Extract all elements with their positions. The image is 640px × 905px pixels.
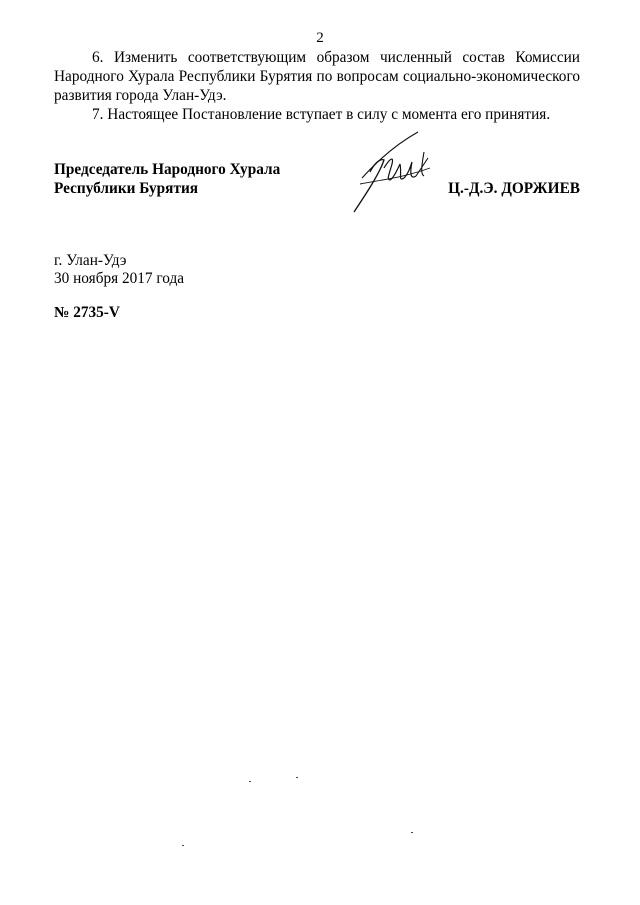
scan-speck: [182, 845, 184, 846]
signer-title-line-2: Республики Бурятия: [54, 180, 199, 197]
place: г. Улан-Удэ: [54, 252, 127, 269]
scan-speck: [249, 781, 251, 782]
scan-speck: [296, 777, 298, 778]
paragraph-7: 7. Настоящее Постановление вступает в силу с момента его принятия.: [92, 106, 551, 123]
signature-block: [54, 160, 580, 210]
date: 30 ноября 2017 года: [54, 270, 185, 287]
paragraph-6: 6. Изменить соответствующим образом численный состав Комиссии Народного Хурала Республики Бурятия по вопросам социально-экономического развития города Улан-Удэ.: [54, 49, 580, 104]
signer-title: [54, 160, 280, 198]
signer-name: Ц.-Д.Э. ДОРЖИЕВ: [448, 180, 580, 197]
document-body: [54, 48, 580, 124]
signer-title-line-1: Председатель Народного Хурала: [54, 161, 281, 178]
place-date-block: [54, 252, 184, 288]
handwritten-signature: [340, 128, 450, 220]
page-number: 2: [316, 30, 324, 46]
scan-speck: [411, 832, 413, 833]
document-number: № 2735-V: [54, 304, 120, 321]
